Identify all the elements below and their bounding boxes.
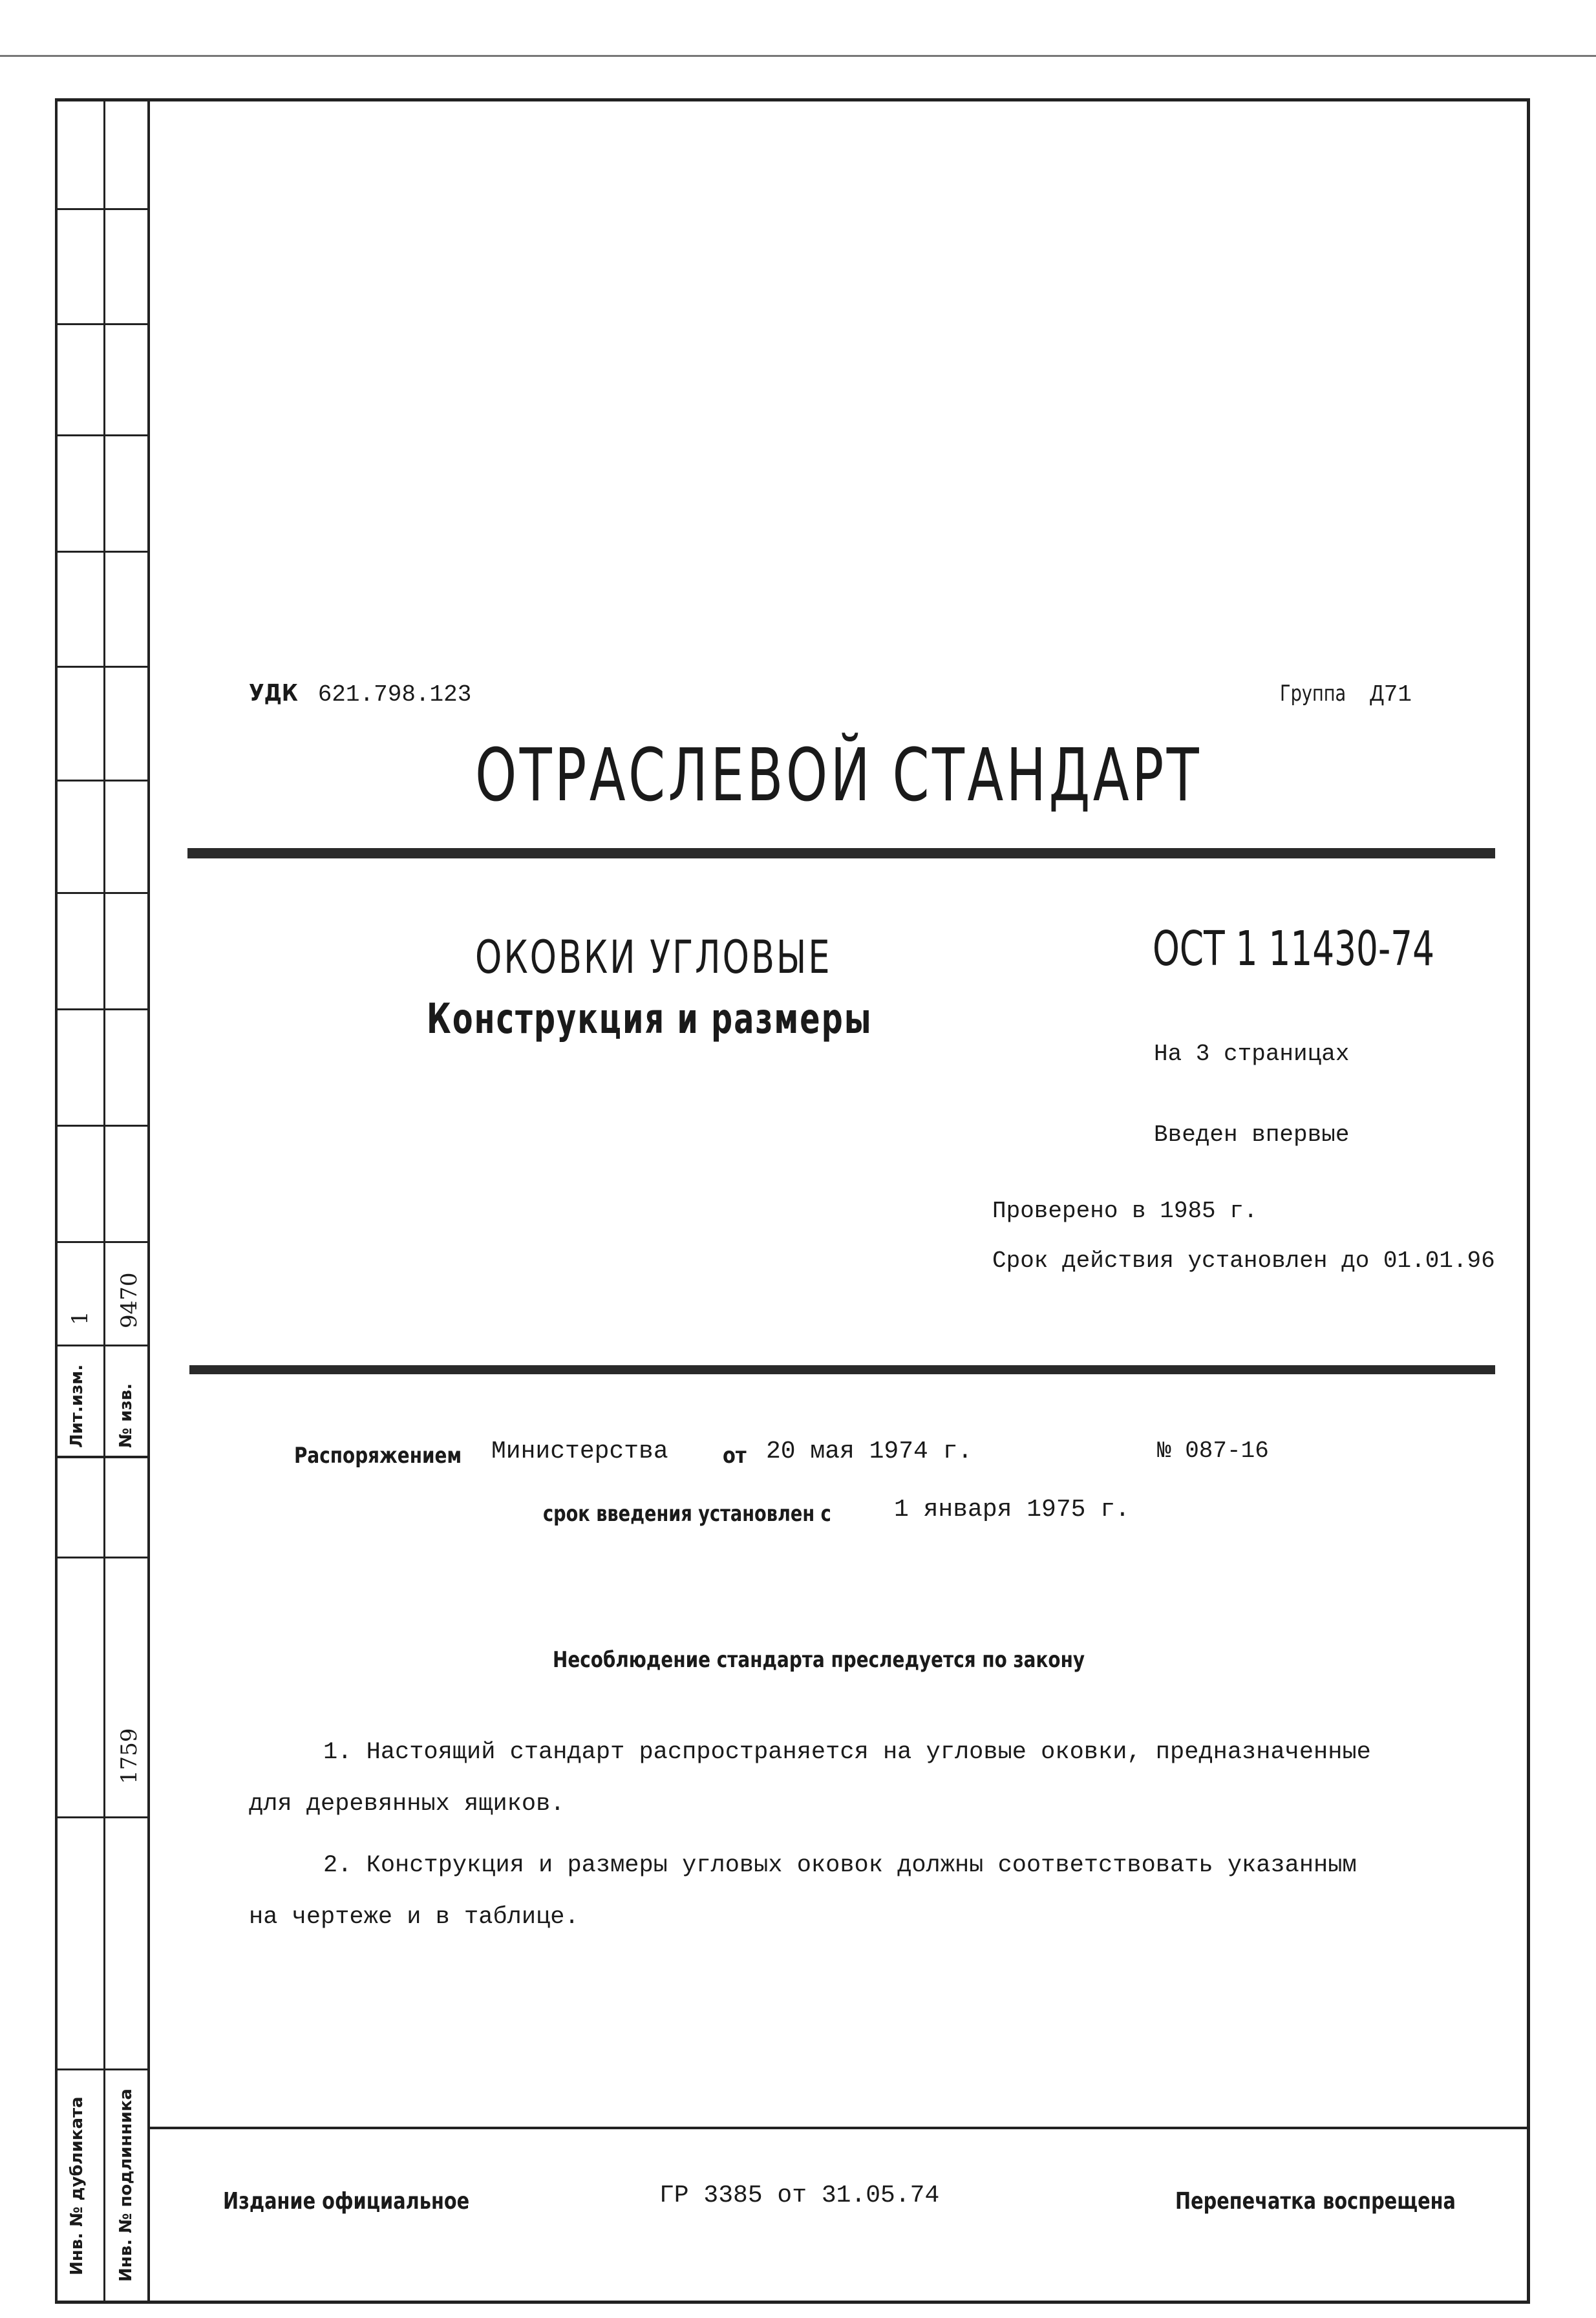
- top-thick-rule: [187, 848, 1495, 858]
- udk-label: УДК: [249, 680, 298, 707]
- lit-value: 1: [67, 1311, 93, 1325]
- paragraph-1-line2: для деревянных ящиков.: [249, 1791, 565, 1818]
- order-number: № 087-16: [1157, 1438, 1269, 1464]
- footer-reprint: Перепечатка воспрещена: [1175, 2188, 1456, 2215]
- lit-label: Лит.изм.: [67, 1364, 87, 1448]
- inv-dup-label: Инв. № дубликата: [67, 2096, 87, 2275]
- paragraph-1-line1: 1. Настоящий стандарт распространяется на угловые оковки, предназначенные: [323, 1739, 1371, 1766]
- strip-divider-1: [103, 98, 105, 2304]
- udk-line: [249, 680, 471, 708]
- checked-year: Проверено в 1985 г.: [992, 1198, 1258, 1224]
- effective-label: срок введения установлен с: [543, 1501, 831, 1527]
- strip-cell-line: [55, 780, 150, 782]
- inv-orig-value: 1759: [116, 1728, 142, 1784]
- strip-divider-2: [147, 98, 150, 2304]
- strip-cell-line: [55, 1345, 150, 1346]
- introduced-first: Введен впервые: [1154, 1122, 1350, 1148]
- strip-cell-line: [55, 1008, 150, 1010]
- group-code: Д71: [1370, 681, 1412, 708]
- strip-cell-line: [55, 208, 150, 210]
- page-top-edge: [0, 55, 1596, 57]
- strip-cell-line: [55, 666, 150, 668]
- strip-cell-line: [55, 1125, 150, 1127]
- strip-cell-line: [55, 1816, 150, 1818]
- footer-rule: [147, 2127, 1530, 2129]
- footer-edition: Издание официальное: [223, 2188, 470, 2215]
- strip-cell-line: [55, 1557, 150, 1558]
- group-label: Группа: [1280, 681, 1346, 707]
- main-title: ОТРАСЛЕВОЙ СТАНДАРТ: [475, 734, 1202, 818]
- strip-cell-line: [55, 434, 150, 436]
- order-ministry: Министерства: [491, 1438, 668, 1465]
- pages-count: На 3 страницах: [1154, 1041, 1350, 1067]
- strip-cell-line: [55, 1456, 150, 1458]
- udk-number: 621.798.123: [317, 681, 472, 708]
- legal-warning: Несоблюдение стандарта преследуется по закону: [553, 1647, 1085, 1673]
- group-line: [1280, 680, 1412, 708]
- paragraph-2-line1: 2. Конструкция и размеры угловых оковок должны соответствовать указанным: [323, 1852, 1357, 1879]
- paragraph-2-line2: на чертеже и в таблице.: [249, 1904, 579, 1931]
- frame-bottom: [55, 2301, 1530, 2304]
- inv-orig-label: Инв. № подлинника: [116, 2089, 136, 2282]
- order-label: Распоряжением: [294, 1443, 462, 1469]
- validity-period: Срок действия установлен до 01.01.96: [992, 1248, 1495, 1274]
- izv-label: № изв.: [116, 1383, 136, 1448]
- standard-title-line1: ОКОВКИ УГЛОВЫЕ: [475, 931, 832, 984]
- effective-date: 1 января 1975 г.: [894, 1496, 1130, 1524]
- standard-title-line2: Конструкция и размеры: [427, 995, 873, 1043]
- strip-cell-line: [55, 551, 150, 553]
- order-date: 20 мая 1974 г.: [766, 1438, 973, 1465]
- strip-cell-line: [55, 892, 150, 894]
- footer-gr: ГР 3385 от 31.05.74: [659, 2182, 940, 2209]
- strip-cell-line: [55, 1241, 150, 1243]
- standard-code: ОСТ 1 11430-74: [1153, 921, 1434, 977]
- strip-cell-line: [55, 2068, 150, 2070]
- frame-top: [55, 98, 1530, 101]
- izv-value: 9470: [116, 1272, 142, 1328]
- strip-cell-line: [55, 323, 150, 325]
- frame-right: [1527, 98, 1530, 2304]
- frame-left: [55, 98, 58, 2304]
- middle-thick-rule: [189, 1365, 1495, 1374]
- order-from-label: от: [723, 1443, 747, 1469]
